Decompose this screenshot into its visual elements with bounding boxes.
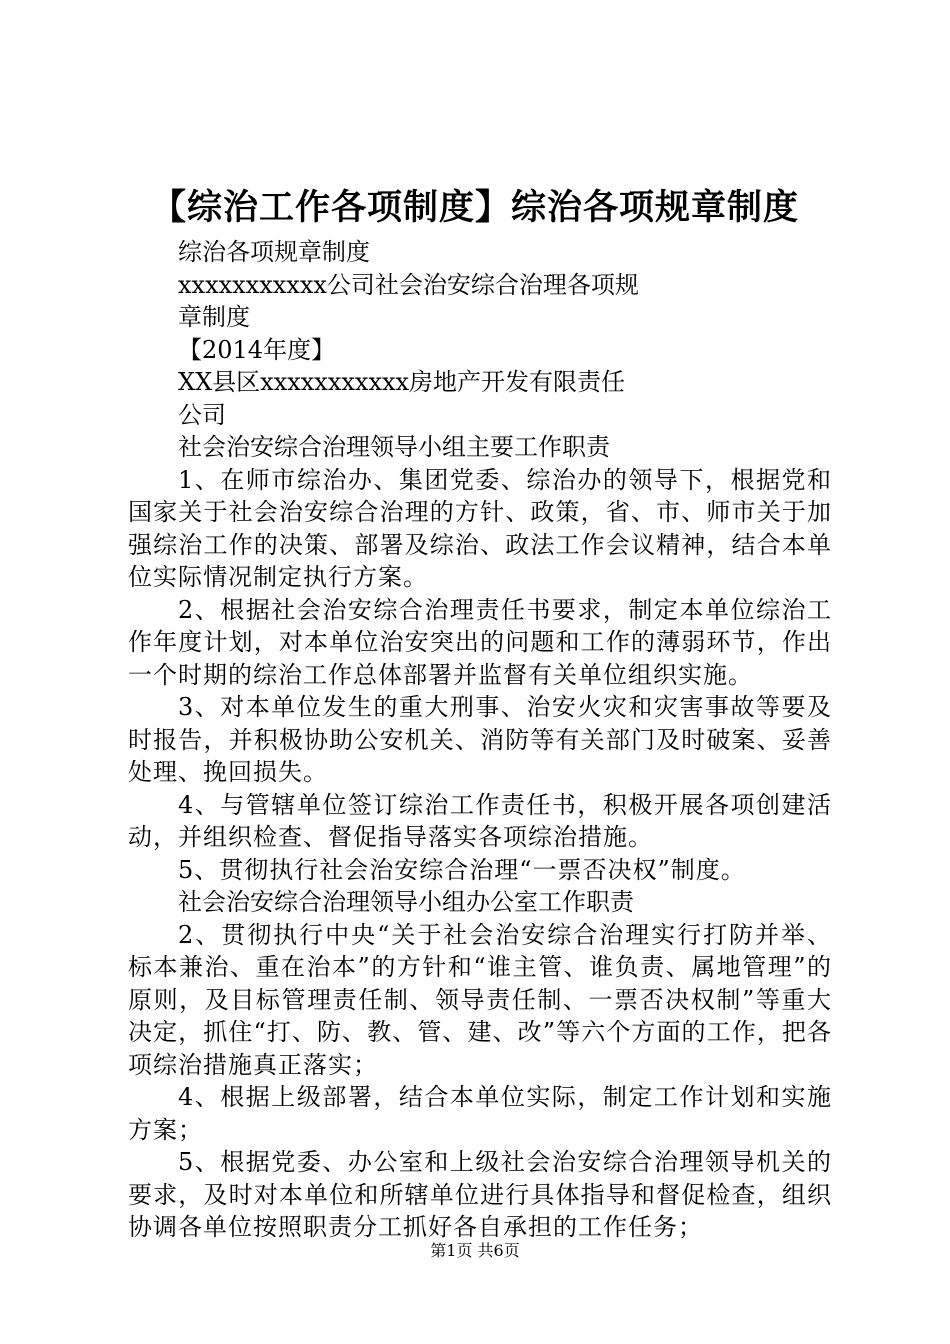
paragraph: 1、在师市综治办、集团党委、综治办的领导下，根据党和国家关于社会治安综合治理的方针、政策，省、市、师市关于加强综治工作的决策、部署及综治、政法工作会议精神，结合本单位实际情况制定执行方案。 — [128, 465, 832, 591]
section-heading: 社会治安综合治理领导小组办公室工作职责 — [178, 888, 634, 916]
header-line: 综治各项规章制度 — [178, 238, 370, 266]
paragraph: 4、根据上级部署，结合本单位实际，制定工作计划和实施方案； — [128, 1083, 832, 1144]
paragraph: 2、根据社会治安综合治理责任书要求，制定本单位综治工作年度计划，对本单位治安突出的问题和工作的薄弱环节，作出一个时期的综治工作总体部署并监督有关单位组织实施。 — [128, 595, 832, 689]
section-heading: 社会治安综合治理领导小组主要工作职责 — [178, 433, 610, 461]
paragraph: 4、与管辖单位签订综治工作责任书，积极开展各项创建活动，并组织检查、督促指导落实各项综治措施。 — [128, 790, 832, 851]
paragraph: 3、对本单位发生的重大刑事、治安火灾和灾害事故等要及时报告，并积极协助公安机关、消防等有关部门及时破案、妥善处理、挽回损失。 — [128, 693, 832, 786]
header-line: XX县区xxxxxxxxxxx房地产开发有限责任 — [178, 368, 626, 396]
page-footer: 第1页 共6页 — [430, 1241, 520, 1260]
header-line: xxxxxxxxxxx公司社会治安综合治理各项规 — [178, 270, 639, 299]
document-body — [128, 236, 832, 1244]
header-line: 公司 — [178, 400, 226, 429]
paragraph: 5、根据党委、办公室和上级社会治安综合治理领导机关的要求，及时对本单位和所辖单位进行具体指导和督促检查，组织协调各单位按照职责分工抓好各自承担的工作任务； — [128, 1148, 832, 1241]
document-title: 【综治工作各项制度】综治各项规章制度 — [150, 187, 799, 228]
paragraph: 2、贯彻执行中央“关于社会治安综合治理实行打防并举、标本兼治、重在治本”的方针和“谁主管、谁负责、属地管理”的原则，及目标管理责任制、领导责任制、一票否决权制”等重大决定，抓住“打、防、教、管、建、改”等六个方面的工作，把各项综治措施真正落实； — [128, 920, 832, 1079]
paragraph: 5、贯彻执行社会治安综合治理“一票否决权”制度。 — [178, 855, 746, 884]
header-line: 【2014年度】 — [178, 335, 336, 364]
header-line: 章制度 — [178, 303, 250, 331]
